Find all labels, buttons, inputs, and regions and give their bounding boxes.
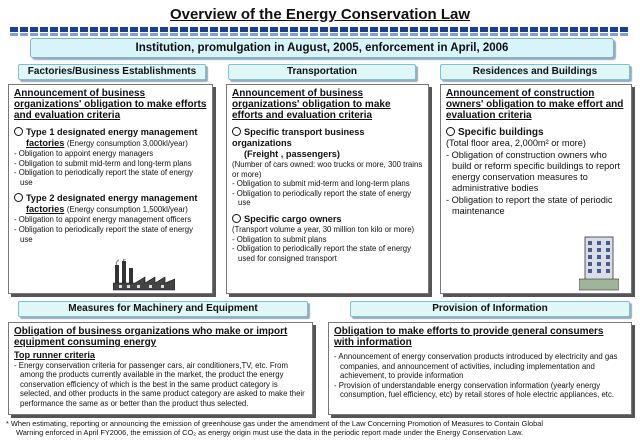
building-item: - Obligation of construction owners who build or reform specific buildings to report energy conservation measures to administrative bodies — [446, 149, 621, 194]
information-panel — [328, 322, 632, 415]
carrier-label: Specific transport business organizations — [232, 127, 365, 148]
type1-heading — [14, 127, 207, 149]
building-item: - Obligation to report the state of periodic maintenance — [446, 194, 613, 216]
footnote-line: Warning enforced in April FY2006, the emission of CO₂ as energy origin must use the data in the periodic report made under the Energy Conservation Law. — [16, 428, 524, 437]
carrier-label-type: (Freight , passengers) — [244, 149, 340, 159]
type2-heading — [14, 193, 207, 215]
top-runner-text: - Energy conservation criteria for passenger cars, air conditioners,TV, etc. From among the products currently available in the market, the product the energy conservation efficiency of which is the best in the same product category is selected, and other products in the same product category are asked to make their performance the same as or better than the product thus selected. — [14, 361, 305, 408]
shipper-item: - Obligation to submit plans — [232, 234, 327, 244]
section-label-information: Provision of Information — [350, 301, 630, 317]
factories-panel — [8, 84, 213, 294]
carrier-heading — [232, 127, 423, 160]
type1-label-factories: factories — [26, 138, 65, 148]
law-enactment-banner: Institution, promulgation in August, 2005, enforcement in April, 2006 — [30, 38, 614, 58]
type1-consumption: (Energy consumption 3,000kl/year) — [66, 139, 188, 148]
building-heading — [446, 127, 626, 138]
footnote-line: * When estimating, reporting or announcing the emission of greenhouse gas under the amendment of the Law Concerning Promotion of Measures to Contain Global — [6, 419, 543, 428]
machinery-heading: Obligation of business organizations who make or import equipment consuming energy — [14, 326, 288, 348]
residences-heading: Announcement of construction owners' obligation to make effort and evaluation criteria — [446, 88, 624, 121]
type2-item: - Obligation to periodically report the state of energy use — [14, 224, 193, 244]
type1-item: - Obligation to appoint energy managers — [14, 149, 154, 158]
transportation-panel — [226, 84, 429, 294]
type2-label: Type 2 designated energy management — [26, 193, 198, 204]
circle-bullet-icon — [14, 127, 23, 136]
residences-panel — [440, 84, 632, 294]
title-divider-light — [10, 33, 630, 36]
information-heading: Obligation to make efforts to provide general consumers with information — [334, 326, 604, 348]
top-runner-heading: Top runner criteria — [14, 350, 95, 360]
page-title: Overview of the Energy Conservation Law — [169, 6, 471, 23]
machinery-panel — [8, 322, 313, 415]
carrier-note: (Number of cars owned: woo trucks or more, 300 trains or more) — [232, 160, 423, 179]
type2-label-factories: factories — [26, 204, 65, 215]
section-label-factories: Factories/Business Establishments — [18, 64, 206, 80]
section-label-transportation: Transportation — [228, 64, 416, 80]
shipper-label: Specific cargo owners — [244, 213, 342, 224]
type1-item: - Obligation to submit mid-term and long-term plans — [14, 158, 192, 168]
type1-label: Type 1 designated energy management — [26, 127, 198, 137]
title-divider — [10, 27, 630, 32]
factory-icon — [113, 259, 175, 291]
shipper-item: - Obligation to periodically report the state of energy used for consigned transport — [232, 244, 411, 263]
factories-heading: Announcement of business organizations' obligation to make efforts and evaluation criteria — [14, 88, 207, 121]
carrier-item: - Obligation to submit mid-term and long-term plans — [232, 179, 410, 189]
building-label: Specific buildings — [458, 127, 544, 138]
circle-bullet-icon — [232, 127, 241, 136]
type2-item: - Obligation to appoint energy management officers — [14, 215, 192, 225]
building-icon — [579, 235, 619, 291]
shipper-heading — [232, 214, 423, 225]
transport-heading: Announcement of business organizations' obligation to make efforts and evaluation criteria — [232, 88, 391, 121]
info-item: - Announcement of energy conservation products introduced by electricity and gas companies, and announcement of activities, including implementation and achievement, to provide information — [334, 352, 618, 381]
carrier-item: - Obligation to periodically report the state of energy use — [232, 188, 411, 208]
circle-bullet-icon — [232, 214, 241, 223]
circle-bullet-icon — [14, 193, 23, 202]
building-note: (Total floor area, 2,000m² or more) — [446, 138, 586, 148]
type1-item: - Obligation to periodically report the state of energy use — [14, 168, 193, 187]
circle-bullet-icon — [446, 127, 455, 136]
section-label-machinery: Measures for Machinery and Equipment — [18, 301, 308, 317]
footnote — [6, 419, 636, 437]
info-item: - Provision of understandable energy conservation information (yearly energy consumption, fuel efficiency, etc) by retail stores of hole electric appliances, etc. — [334, 380, 615, 400]
section-label-residences: Residences and Buildings — [440, 64, 630, 80]
shipper-note: (Transport volume a year, 30 million ton kilo or more) — [232, 224, 415, 234]
type2-consumption: (Energy consumption 1,500kl/year) — [66, 205, 188, 215]
